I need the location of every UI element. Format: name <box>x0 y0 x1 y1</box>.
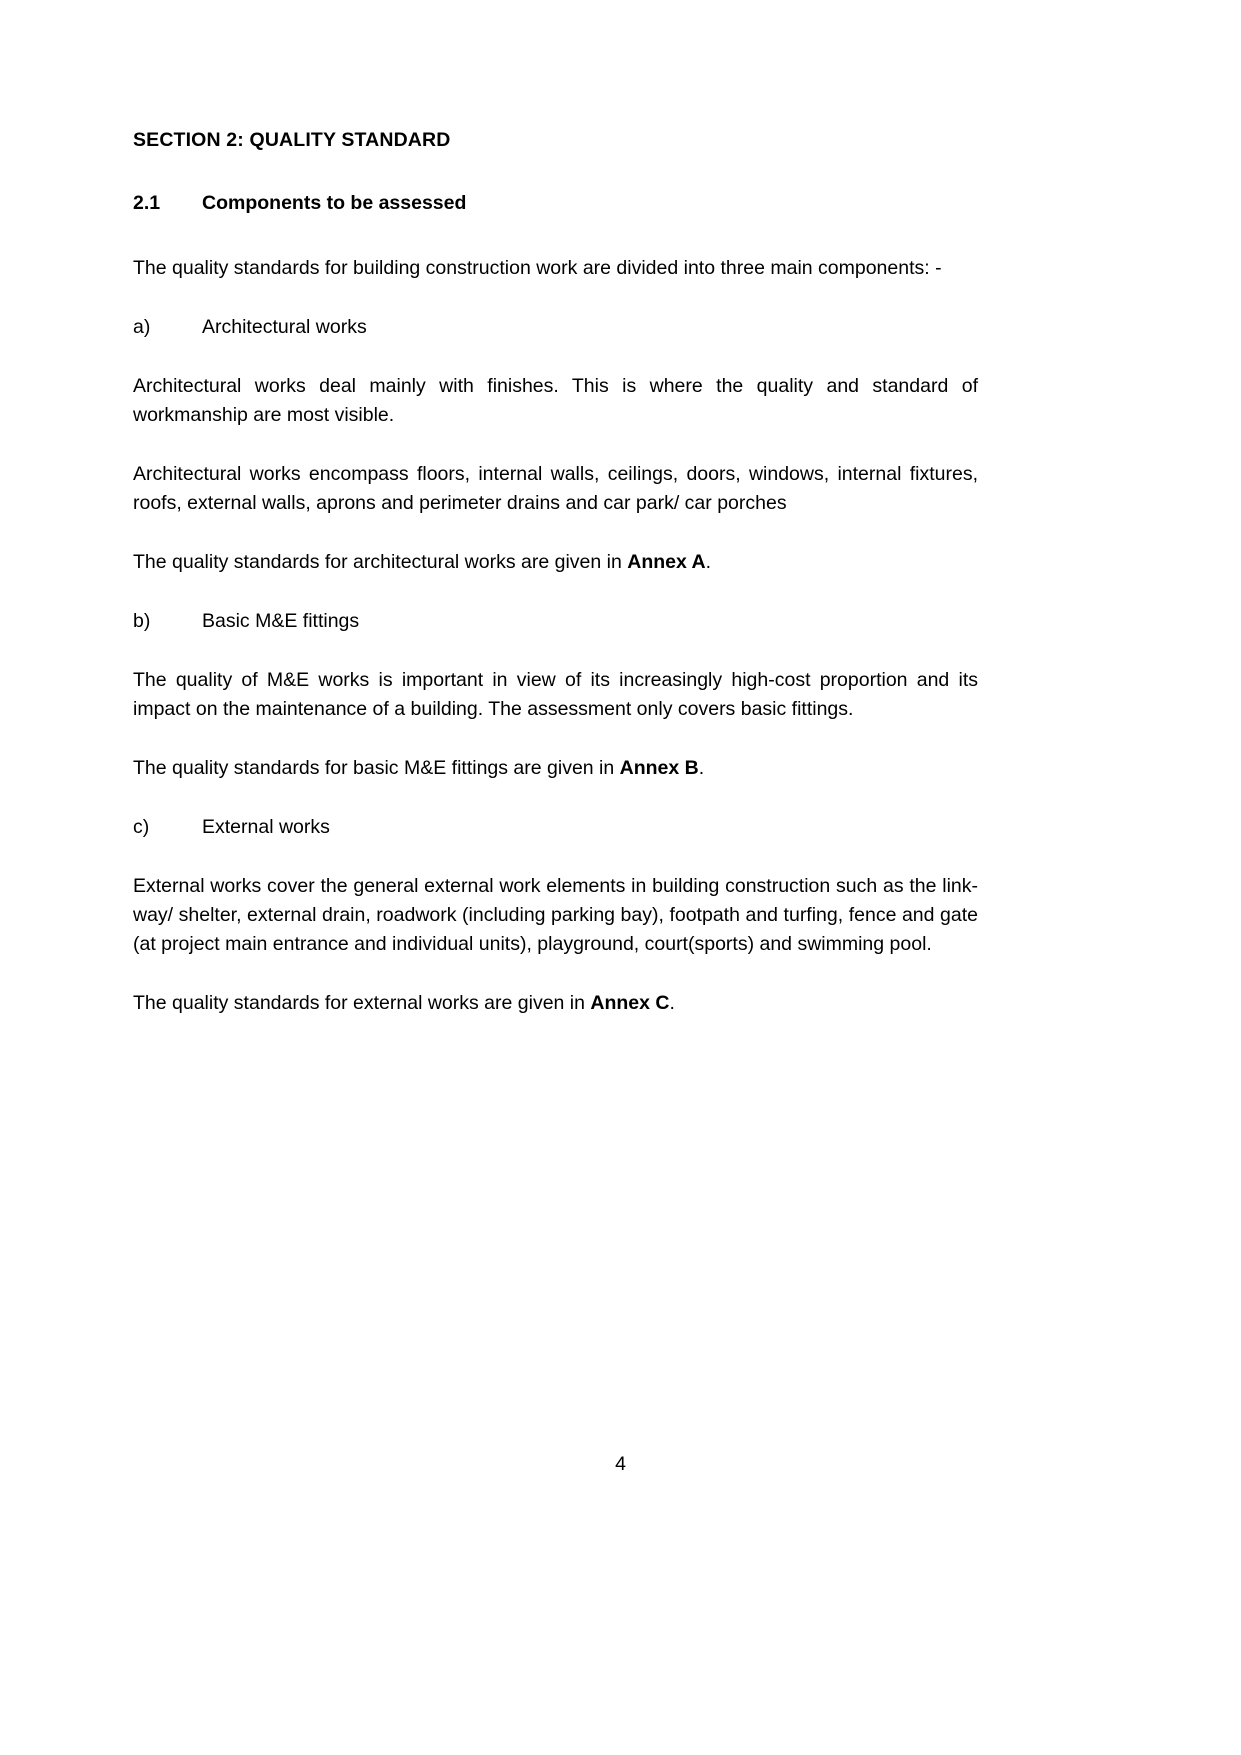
list-item-title: External works <box>202 816 330 839</box>
annex-sentence-trail: . <box>705 550 712 573</box>
annex-sentence <box>133 754 978 783</box>
annex-sentence-lead: The quality standards for architectural works are given in <box>133 550 628 573</box>
list-item-marker: c) <box>133 816 150 839</box>
annex-sentence-lead: The quality standards for external works are given in <box>133 992 591 1015</box>
annex-sentence <box>133 989 978 1018</box>
list-item-marker: a) <box>133 315 151 338</box>
annex-reference: Annex B <box>619 757 699 780</box>
section-heading: SECTION 2: QUALITY STANDARD <box>133 129 451 151</box>
body-paragraph: The quality of M&E works is important in view of its increasingly high-cost proportion and its impact on the maintenance of a building. The assessment only covers basic fittings. <box>133 669 978 721</box>
list-item-title: Architectural works <box>202 315 367 338</box>
annex-sentence-lead: The quality standards for basic M&E fittings are given in <box>133 757 620 780</box>
page-number: 4 <box>615 1453 626 1475</box>
list-item-title: Basic M&E fittings <box>202 610 360 633</box>
intro-paragraph: The quality standards for building construction work are divided into three main components: - <box>133 256 942 279</box>
page-content <box>133 128 978 1018</box>
subsection-number: 2.1 <box>133 192 161 215</box>
annex-sentence <box>133 548 978 577</box>
subsection-title: Components to be assessed <box>202 192 467 215</box>
annex-reference: Annex A <box>627 550 706 573</box>
list-item <box>133 313 978 342</box>
body-paragraph: External works cover the general external work elements in building construction such as the link-way/ shelter, external drain, roadwork (including parking bay), footpath and turfing, fence and gate (at project main entrance and individual units), playground, court(sports) and swimming pool. <box>133 875 978 956</box>
list-item-marker: b) <box>133 610 151 633</box>
annex-sentence-trail: . <box>669 992 675 1015</box>
annex-reference: Annex C <box>590 992 670 1015</box>
list-item <box>133 813 978 842</box>
annex-sentence-trail: . <box>698 757 705 780</box>
subsection-heading <box>133 191 978 216</box>
body-paragraph: Architectural works deal mainly with finishes. This is where the quality and standard of workmanship are most visible. <box>133 374 978 426</box>
list-item <box>133 607 978 636</box>
body-paragraph: Architectural works encompass floors, internal walls, ceilings, doors, windows, internal fixtures, roofs, external walls, aprons and perimeter drains and car park/ car porches <box>133 462 978 514</box>
